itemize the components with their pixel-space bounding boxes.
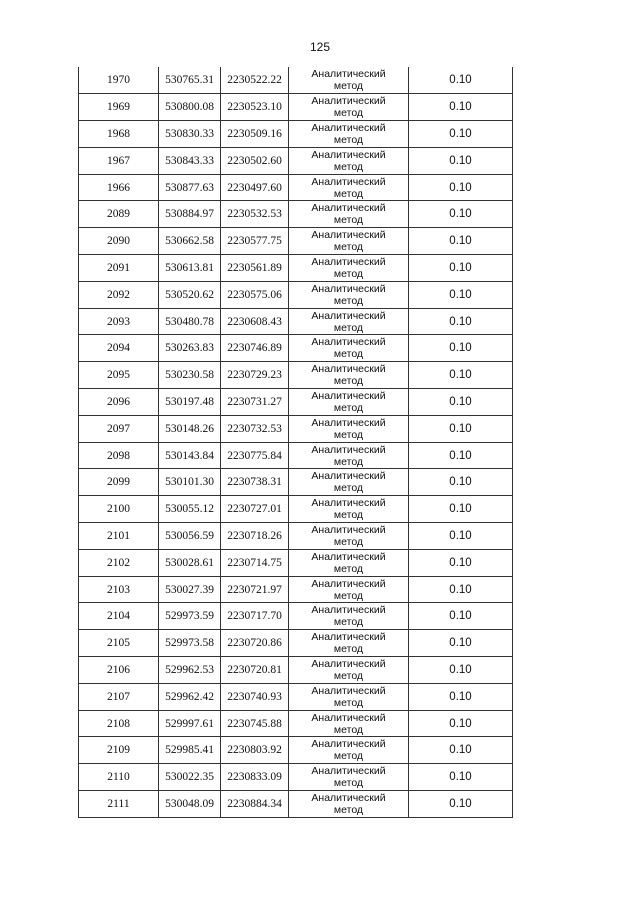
method-line-2: метод (333, 562, 364, 575)
determination-method (289, 576, 409, 603)
point-number: 2091 (79, 255, 159, 282)
accuracy-value: 0.10 (409, 576, 513, 603)
point-number: 2104 (79, 603, 159, 630)
method-line-2: метод (333, 509, 364, 522)
table-row (79, 630, 513, 657)
point-number: 2102 (79, 549, 159, 576)
table-row (79, 657, 513, 684)
point-number: 2109 (79, 737, 159, 764)
point-number: 2090 (79, 228, 159, 255)
method-line-1: Аналитический (311, 657, 386, 670)
y-coordinate: 2230833.09 (221, 764, 289, 791)
x-coordinate: 529962.42 (159, 683, 221, 710)
table-row (79, 308, 513, 335)
table-row (79, 255, 513, 282)
y-coordinate: 2230561.89 (221, 255, 289, 282)
x-coordinate: 530884.97 (159, 201, 221, 228)
determination-method (289, 683, 409, 710)
determination-method (289, 415, 409, 442)
y-coordinate: 2230718.26 (221, 523, 289, 550)
method-line-2: метод (333, 428, 364, 441)
y-coordinate: 2230532.53 (221, 201, 289, 228)
method-line-2: метод (333, 160, 364, 173)
x-coordinate: 530877.63 (159, 174, 221, 201)
method-line-1: Аналитический (311, 738, 386, 751)
determination-method (289, 308, 409, 335)
y-coordinate: 2230732.53 (221, 415, 289, 442)
accuracy-value: 0.10 (409, 523, 513, 550)
accuracy-value: 0.10 (409, 255, 513, 282)
table-row (79, 415, 513, 442)
accuracy-value: 0.10 (409, 630, 513, 657)
method-line-1: Аналитический (311, 523, 386, 536)
method-line-1: Аналитический (311, 604, 386, 617)
determination-method (289, 201, 409, 228)
y-coordinate: 2230720.86 (221, 630, 289, 657)
method-line-1: Аналитический (311, 550, 386, 563)
determination-method (289, 496, 409, 523)
x-coordinate: 529962.53 (159, 657, 221, 684)
method-line-2: метод (333, 267, 364, 280)
determination-method (289, 791, 409, 818)
x-coordinate: 530800.08 (159, 94, 221, 121)
accuracy-value: 0.10 (409, 335, 513, 362)
method-line-2: метод (333, 321, 364, 334)
method-line-1: Аналитический (311, 389, 386, 402)
point-number: 2101 (79, 523, 159, 550)
method-line-2: метод (333, 616, 364, 629)
page-number: 125 (309, 40, 331, 54)
accuracy-value: 0.10 (409, 764, 513, 791)
x-coordinate: 530662.58 (159, 228, 221, 255)
point-number: 2108 (79, 710, 159, 737)
table-row (79, 576, 513, 603)
x-coordinate: 530263.83 (159, 335, 221, 362)
point-number: 2105 (79, 630, 159, 657)
method-line-1: Аналитический (311, 577, 386, 590)
determination-method (289, 147, 409, 174)
method-line-2: метод (333, 535, 364, 548)
method-line-2: метод (333, 375, 364, 388)
x-coordinate: 530613.81 (159, 255, 221, 282)
determination-method (289, 67, 409, 94)
point-number: 2107 (79, 683, 159, 710)
accuracy-value: 0.10 (409, 737, 513, 764)
point-number: 2103 (79, 576, 159, 603)
point-number: 2094 (79, 335, 159, 362)
method-line-1: Аналитический (311, 631, 386, 644)
x-coordinate: 530765.31 (159, 67, 221, 94)
method-line-1: Аналитический (311, 791, 386, 804)
accuracy-value: 0.10 (409, 791, 513, 818)
point-number: 1967 (79, 147, 159, 174)
accuracy-value: 0.10 (409, 496, 513, 523)
method-line-2: метод (333, 803, 364, 816)
table-row (79, 362, 513, 389)
point-number: 1966 (79, 174, 159, 201)
y-coordinate: 2230745.88 (221, 710, 289, 737)
x-coordinate: 530101.30 (159, 469, 221, 496)
method-line-2: метод (333, 241, 364, 254)
table-row (79, 201, 513, 228)
determination-method (289, 255, 409, 282)
method-line-1: Аналитический (311, 416, 386, 429)
y-coordinate: 2230803.92 (221, 737, 289, 764)
table-row (79, 281, 513, 308)
point-number: 1970 (79, 67, 159, 94)
x-coordinate: 530230.58 (159, 362, 221, 389)
table-row (79, 469, 513, 496)
table-row (79, 603, 513, 630)
y-coordinate: 2230523.10 (221, 94, 289, 121)
point-number: 2089 (79, 201, 159, 228)
x-coordinate: 529997.61 (159, 710, 221, 737)
y-coordinate: 2230731.27 (221, 389, 289, 416)
accuracy-value: 0.10 (409, 94, 513, 121)
y-coordinate: 2230509.16 (221, 121, 289, 148)
method-line-1: Аналитический (311, 202, 386, 215)
method-line-1: Аналитический (311, 443, 386, 456)
y-coordinate: 2230497.60 (221, 174, 289, 201)
accuracy-value: 0.10 (409, 281, 513, 308)
table-row (79, 791, 513, 818)
y-coordinate: 2230721.97 (221, 576, 289, 603)
point-number: 2100 (79, 496, 159, 523)
x-coordinate: 530143.84 (159, 442, 221, 469)
accuracy-value: 0.10 (409, 683, 513, 710)
x-coordinate: 530022.35 (159, 764, 221, 791)
x-coordinate: 530055.12 (159, 496, 221, 523)
determination-method (289, 228, 409, 255)
accuracy-value: 0.10 (409, 549, 513, 576)
table-row (79, 523, 513, 550)
method-line-1: Аналитический (311, 282, 386, 295)
table-row (79, 442, 513, 469)
table-row (79, 737, 513, 764)
method-line-1: Аналитический (311, 684, 386, 697)
x-coordinate: 530197.48 (159, 389, 221, 416)
x-coordinate: 530027.39 (159, 576, 221, 603)
x-coordinate: 530028.61 (159, 549, 221, 576)
point-number: 2106 (79, 657, 159, 684)
table-row (79, 67, 513, 94)
accuracy-value: 0.10 (409, 201, 513, 228)
method-line-1: Аналитический (311, 309, 386, 322)
method-line-2: метод (333, 777, 364, 790)
accuracy-value: 0.10 (409, 603, 513, 630)
table-row (79, 764, 513, 791)
y-coordinate: 2230714.75 (221, 549, 289, 576)
table-row (79, 683, 513, 710)
x-coordinate: 530048.09 (159, 791, 221, 818)
x-coordinate: 530843.33 (159, 147, 221, 174)
determination-method (289, 764, 409, 791)
method-line-2: метод (333, 750, 364, 763)
x-coordinate: 530148.26 (159, 415, 221, 442)
method-line-2: метод (333, 401, 364, 414)
method-line-2: метод (333, 455, 364, 468)
accuracy-value: 0.10 (409, 147, 513, 174)
y-coordinate: 2230729.23 (221, 362, 289, 389)
table-row (79, 121, 513, 148)
method-line-1: Аналитический (311, 148, 386, 161)
method-line-2: метод (333, 696, 364, 709)
coordinates-table (78, 67, 513, 818)
point-number: 2095 (79, 362, 159, 389)
determination-method (289, 442, 409, 469)
determination-method (289, 121, 409, 148)
x-coordinate: 529985.41 (159, 737, 221, 764)
accuracy-value: 0.10 (409, 710, 513, 737)
method-line-2: метод (333, 723, 364, 736)
accuracy-value: 0.10 (409, 308, 513, 335)
method-line-1: Аналитический (311, 765, 386, 778)
determination-method (289, 335, 409, 362)
y-coordinate: 2230775.84 (221, 442, 289, 469)
table-row (79, 94, 513, 121)
y-coordinate: 2230522.22 (221, 67, 289, 94)
y-coordinate: 2230717.70 (221, 603, 289, 630)
determination-method (289, 469, 409, 496)
method-line-1: Аналитический (311, 95, 386, 108)
method-line-2: метод (333, 643, 364, 656)
accuracy-value: 0.10 (409, 362, 513, 389)
determination-method (289, 710, 409, 737)
method-line-2: метод (333, 214, 364, 227)
accuracy-value: 0.10 (409, 469, 513, 496)
method-line-2: метод (333, 294, 364, 307)
accuracy-value: 0.10 (409, 228, 513, 255)
y-coordinate: 2230738.31 (221, 469, 289, 496)
determination-method (289, 523, 409, 550)
method-line-2: метод (333, 482, 364, 495)
point-number: 2110 (79, 764, 159, 791)
table-row (79, 710, 513, 737)
y-coordinate: 2230727.01 (221, 496, 289, 523)
y-coordinate: 2230502.60 (221, 147, 289, 174)
accuracy-value: 0.10 (409, 415, 513, 442)
x-coordinate: 530480.78 (159, 308, 221, 335)
method-line-1: Аналитический (311, 255, 386, 268)
point-number: 2093 (79, 308, 159, 335)
accuracy-value: 0.10 (409, 174, 513, 201)
determination-method (289, 281, 409, 308)
point-number: 2092 (79, 281, 159, 308)
method-line-2: метод (333, 80, 364, 93)
table-row (79, 174, 513, 201)
method-line-2: метод (333, 107, 364, 120)
determination-method (289, 94, 409, 121)
y-coordinate: 2230884.34 (221, 791, 289, 818)
determination-method (289, 389, 409, 416)
method-line-1: Аналитический (311, 470, 386, 483)
x-coordinate: 529973.58 (159, 630, 221, 657)
y-coordinate: 2230577.75 (221, 228, 289, 255)
y-coordinate: 2230720.81 (221, 657, 289, 684)
x-coordinate: 529973.59 (159, 603, 221, 630)
table-row (79, 335, 513, 362)
method-line-1: Аналитический (311, 68, 386, 81)
method-line-2: метод (333, 348, 364, 361)
y-coordinate: 2230608.43 (221, 308, 289, 335)
table-row (79, 228, 513, 255)
method-line-1: Аналитический (311, 336, 386, 349)
point-number: 1968 (79, 121, 159, 148)
method-line-1: Аналитический (311, 229, 386, 242)
x-coordinate: 530056.59 (159, 523, 221, 550)
determination-method (289, 549, 409, 576)
x-coordinate: 530830.33 (159, 121, 221, 148)
table-row (79, 389, 513, 416)
method-line-1: Аналитический (311, 711, 386, 724)
table-row (79, 147, 513, 174)
x-coordinate: 530520.62 (159, 281, 221, 308)
accuracy-value: 0.10 (409, 121, 513, 148)
coordinates-table-body (79, 67, 513, 817)
determination-method (289, 657, 409, 684)
method-line-1: Аналитический (311, 121, 386, 134)
determination-method (289, 174, 409, 201)
point-number: 2111 (79, 791, 159, 818)
table-row (79, 549, 513, 576)
y-coordinate: 2230746.89 (221, 335, 289, 362)
accuracy-value: 0.10 (409, 657, 513, 684)
table-row (79, 496, 513, 523)
method-line-1: Аналитический (311, 363, 386, 376)
method-line-2: метод (333, 133, 364, 146)
method-line-1: Аналитический (311, 497, 386, 510)
method-line-2: метод (333, 187, 364, 200)
method-line-2: метод (333, 589, 364, 602)
point-number: 2098 (79, 442, 159, 469)
accuracy-value: 0.10 (409, 67, 513, 94)
determination-method (289, 603, 409, 630)
method-line-1: Аналитический (311, 175, 386, 188)
accuracy-value: 0.10 (409, 389, 513, 416)
point-number: 2097 (79, 415, 159, 442)
determination-method (289, 362, 409, 389)
method-line-2: метод (333, 669, 364, 682)
determination-method (289, 737, 409, 764)
y-coordinate: 2230575.06 (221, 281, 289, 308)
point-number: 2096 (79, 389, 159, 416)
y-coordinate: 2230740.93 (221, 683, 289, 710)
point-number: 2099 (79, 469, 159, 496)
determination-method (289, 630, 409, 657)
accuracy-value: 0.10 (409, 442, 513, 469)
point-number: 1969 (79, 94, 159, 121)
